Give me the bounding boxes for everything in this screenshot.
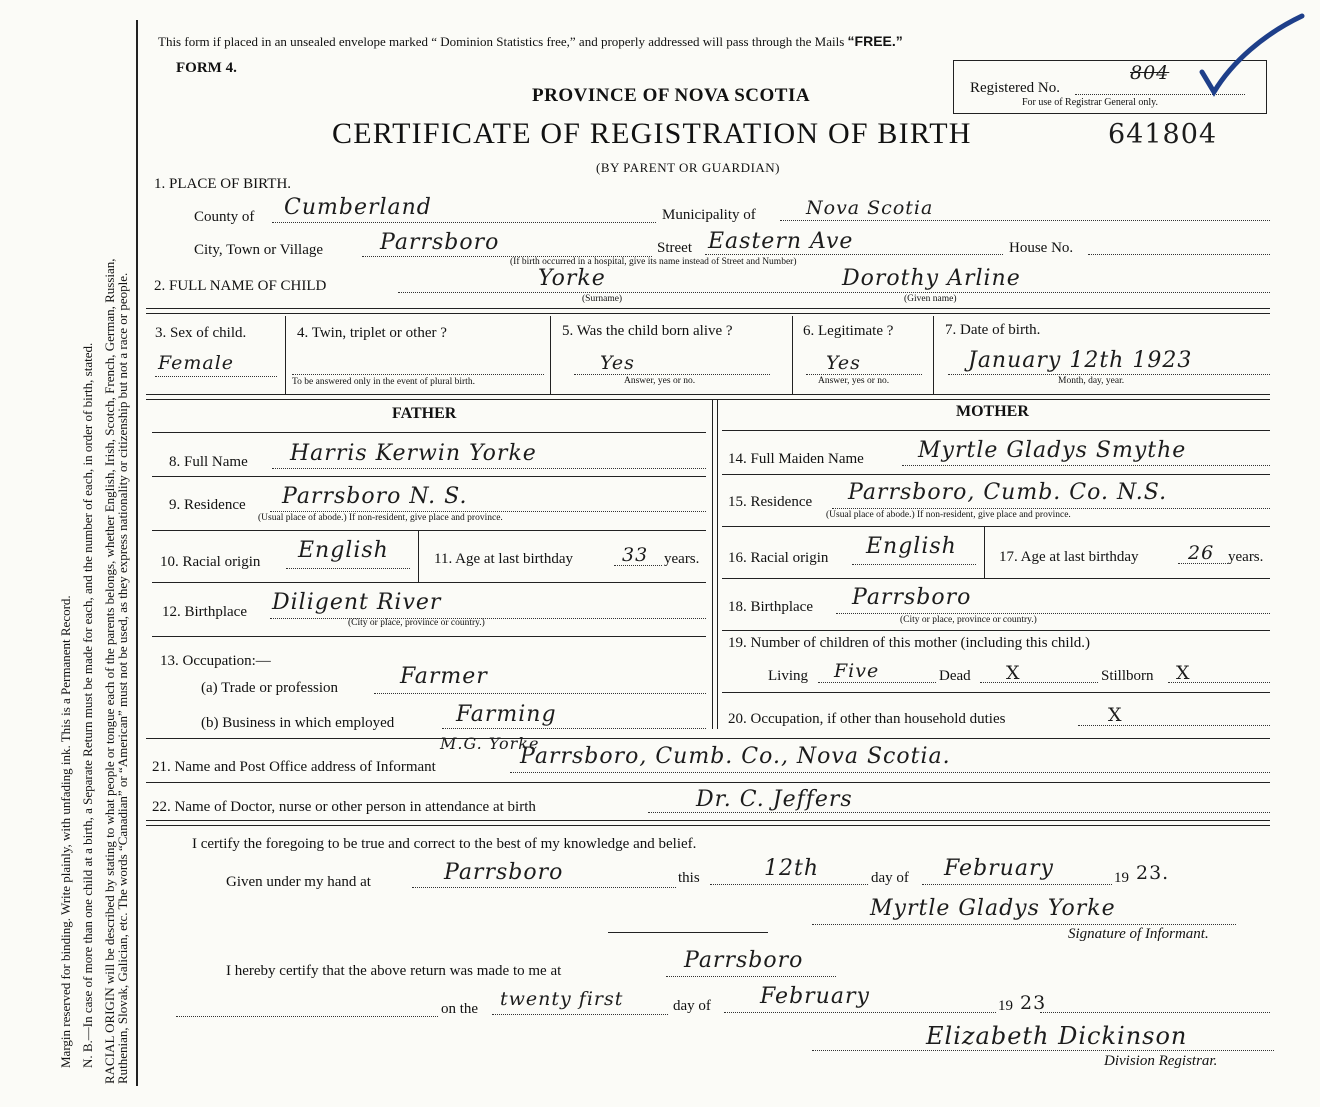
mother-heading: MOTHER	[956, 403, 1029, 420]
registrar-caption: Division Registrar.	[1104, 1053, 1218, 1069]
mother-residence-label: 15. Residence	[728, 494, 813, 510]
child-given-name-value: Dorothy Arline	[842, 266, 1021, 291]
given-year-prefix: 19	[1114, 870, 1129, 886]
father-residence-label: 9. Residence	[169, 497, 246, 513]
certificate-subtitle: (BY PARENT OR GUARDIAN)	[596, 160, 781, 175]
stillborn-label: Stillborn	[1101, 668, 1154, 684]
born-alive-label: 5. Was the child born alive ?	[562, 323, 733, 339]
city-value: Parrsboro	[380, 230, 500, 255]
registrar-year-prefix: 19	[998, 998, 1013, 1014]
father-age-value: 33	[622, 544, 649, 566]
margin-note-racial-origin-2: Ruthenian, Slovak, Galician, etc. The words “Canadian” or “American” must not be used, as they express nationality or citizenship but not a race or people.	[115, 272, 130, 1084]
margin-note-binding: Margin reserved for binding. Write plainly, with unfading ink. This is a Permanent Record.	[58, 595, 73, 1068]
this-label: this	[678, 870, 700, 886]
children-count-label: 19. Number of children of this mother (including this child.)	[728, 635, 1091, 651]
street-label: Street	[657, 240, 692, 256]
living-label: Living	[768, 668, 808, 684]
registrar-day-value: twenty first	[500, 988, 624, 1010]
municipality-value: Nova Scotia	[806, 197, 934, 219]
certificate-number: 641804	[1108, 119, 1218, 150]
legitimate-label: 6. Legitimate ?	[803, 323, 894, 339]
province-heading: PROVINCE OF NOVA SCOTIA	[532, 85, 811, 106]
father-age-years: years.	[664, 551, 700, 567]
mother-age-years: years.	[1228, 549, 1264, 565]
mother-racial-value: English	[866, 534, 957, 559]
informant-name-value: M.G. Yorke	[440, 734, 540, 753]
certificate-title: CERTIFICATE OF REGISTRATION OF BIRTH	[332, 117, 972, 150]
business-label: (b) Business in which employed	[201, 715, 395, 731]
registrar-day-of-label: day of	[673, 998, 711, 1014]
mother-occupation-label: 20. Occupation, if other than household duties	[728, 711, 1006, 727]
registered-value: 804	[1130, 62, 1170, 84]
certification-statement: I certify the foregoing to be true and correct to the best of my knowledge and belief.	[192, 836, 697, 852]
business-value: Farming	[456, 702, 557, 727]
trade-label: (a) Trade or profession	[201, 680, 339, 696]
mother-birthplace-value: Parrsboro	[852, 585, 972, 610]
checkmark-icon	[1198, 10, 1308, 100]
born-alive-value: Yes	[600, 352, 635, 374]
dob-caption: Month, day, year.	[1058, 376, 1125, 386]
born-alive-caption: Answer, yes or no.	[624, 376, 696, 386]
occupation-label: 13. Occupation:—	[160, 653, 271, 669]
father-racial-label: 10. Racial origin	[160, 554, 261, 570]
given-month-value: February	[944, 856, 1054, 881]
father-name-label: 8. Full Name	[169, 454, 248, 470]
mother-birthplace-note: (City or place, province or country.)	[900, 615, 1037, 625]
child-surname-value: Yorke	[538, 266, 606, 291]
trade-value: Farmer	[400, 664, 488, 689]
dead-label: Dead	[939, 668, 971, 684]
hospital-note: (If birth occurred in a hospital, give its name instead of Street and Number)	[510, 257, 797, 267]
mother-age-label: 17. Age at last birthday	[999, 549, 1139, 565]
mother-name-value: Myrtle Gladys Smythe	[918, 438, 1187, 463]
dob-label: 7. Date of birth.	[945, 322, 1041, 338]
county-label: County of	[194, 209, 255, 225]
dob-value: January 12th 1923	[968, 348, 1193, 373]
margin-note-plural-birth: N. B.—In case of more than one child at a birth, a Separate Return must be made for each, and the number of each, in order of birth, stated.	[80, 342, 95, 1068]
father-birthplace-note: (City or place, province or country.)	[348, 618, 485, 628]
sex-label: 3. Sex of child.	[155, 325, 247, 341]
place-of-birth-heading: 1. PLACE OF BIRTH.	[154, 176, 292, 192]
mother-occupation-value: X	[1108, 704, 1123, 726]
given-name-caption: (Given name)	[904, 294, 957, 304]
father-birthplace-label: 12. Birthplace	[162, 604, 247, 620]
father-age-label: 11. Age at last birthday	[434, 551, 573, 567]
legitimate-value: Yes	[826, 352, 861, 374]
house-number-label: House No.	[1009, 240, 1074, 256]
registrar-month-value: February	[760, 984, 870, 1009]
on-the-label: on the	[441, 1001, 479, 1017]
twin-note: To be answered only in the event of plural birth.	[292, 377, 475, 387]
mother-age-value: 26	[1188, 542, 1215, 564]
father-birthplace-value: Diligent River	[272, 590, 442, 615]
mother-residence-note: (Usual place of abode.) If non-resident, give place and province.	[826, 510, 1071, 520]
doctor-label: 22. Name of Doctor, nurse or other person in attendance at birth	[152, 799, 536, 815]
dead-value: X	[1006, 662, 1021, 684]
informant-signature-caption: Signature of Informant.	[1068, 926, 1209, 942]
county-value: Cumberland	[284, 195, 432, 220]
father-name-value: Harris Kerwin Yorke	[290, 441, 537, 466]
municipality-label: Municipality of	[662, 207, 756, 223]
given-place-value: Parrsboro	[444, 860, 564, 885]
father-residence-note: (Usual place of abode.) If non-resident, give place and province.	[258, 513, 503, 523]
day-of-label: day of	[871, 870, 909, 886]
surname-caption: (Surname)	[582, 294, 623, 304]
registered-label: Registered No.	[970, 80, 1060, 96]
registrar-use-note: For use of Registrar General only.	[1022, 97, 1158, 108]
registrar-signature: Elizabeth Dickinson	[926, 1022, 1188, 1050]
binding-margin-line	[136, 20, 138, 1086]
given-day-value: 12th	[764, 856, 820, 881]
postal-note: This form if placed in an unsealed envelope marked “ Dominion Statistics free,” and properly addressed will pass through the Mails “FREE.”	[158, 33, 903, 49]
registrar-statement: I hereby certify that the above return was made to me at	[226, 963, 562, 979]
given-year-value: 23.	[1136, 862, 1170, 884]
street-value: Eastern Ave	[708, 229, 854, 254]
father-racial-value: English	[298, 538, 389, 563]
mother-residence-value: Parrsboro, Cumb. Co. N.S.	[848, 480, 1168, 505]
informant-address-value: Parrsboro, Cumb. Co., Nova Scotia.	[520, 744, 951, 769]
given-under-label: Given under my hand at	[226, 874, 371, 890]
form-number: FORM 4.	[176, 60, 237, 76]
child-name-label: 2. FULL NAME OF CHILD	[154, 278, 327, 294]
twin-label: 4. Twin, triplet or other ?	[297, 325, 447, 341]
mother-racial-label: 16. Racial origin	[728, 550, 829, 566]
father-heading: FATHER	[392, 405, 457, 422]
stillborn-value: X	[1176, 662, 1191, 684]
sex-value: Female	[158, 352, 235, 374]
city-label: City, Town or Village	[194, 242, 324, 258]
legitimate-caption: Answer, yes or no.	[818, 376, 890, 386]
living-value: Five	[834, 660, 880, 682]
father-residence-value: Parrsboro N. S.	[282, 484, 468, 509]
margin-note-racial-origin: RACIAL ORIGIN will be described by stating to what people or tongue each of the parents belongs, whether English, Irish, Scotch, French, German, Russian,	[102, 258, 117, 1084]
doctor-value: Dr. C. Jeffers	[696, 787, 853, 812]
mother-name-label: 14. Full Maiden Name	[728, 451, 864, 467]
registrar-year-value: 23	[1020, 992, 1047, 1014]
registrar-place-value: Parrsboro	[684, 948, 804, 973]
informant-label: 21. Name and Post Office address of Informant	[152, 759, 436, 775]
informant-signature: Myrtle Gladys Yorke	[870, 896, 1116, 921]
mother-birthplace-label: 18. Birthplace	[728, 599, 813, 615]
